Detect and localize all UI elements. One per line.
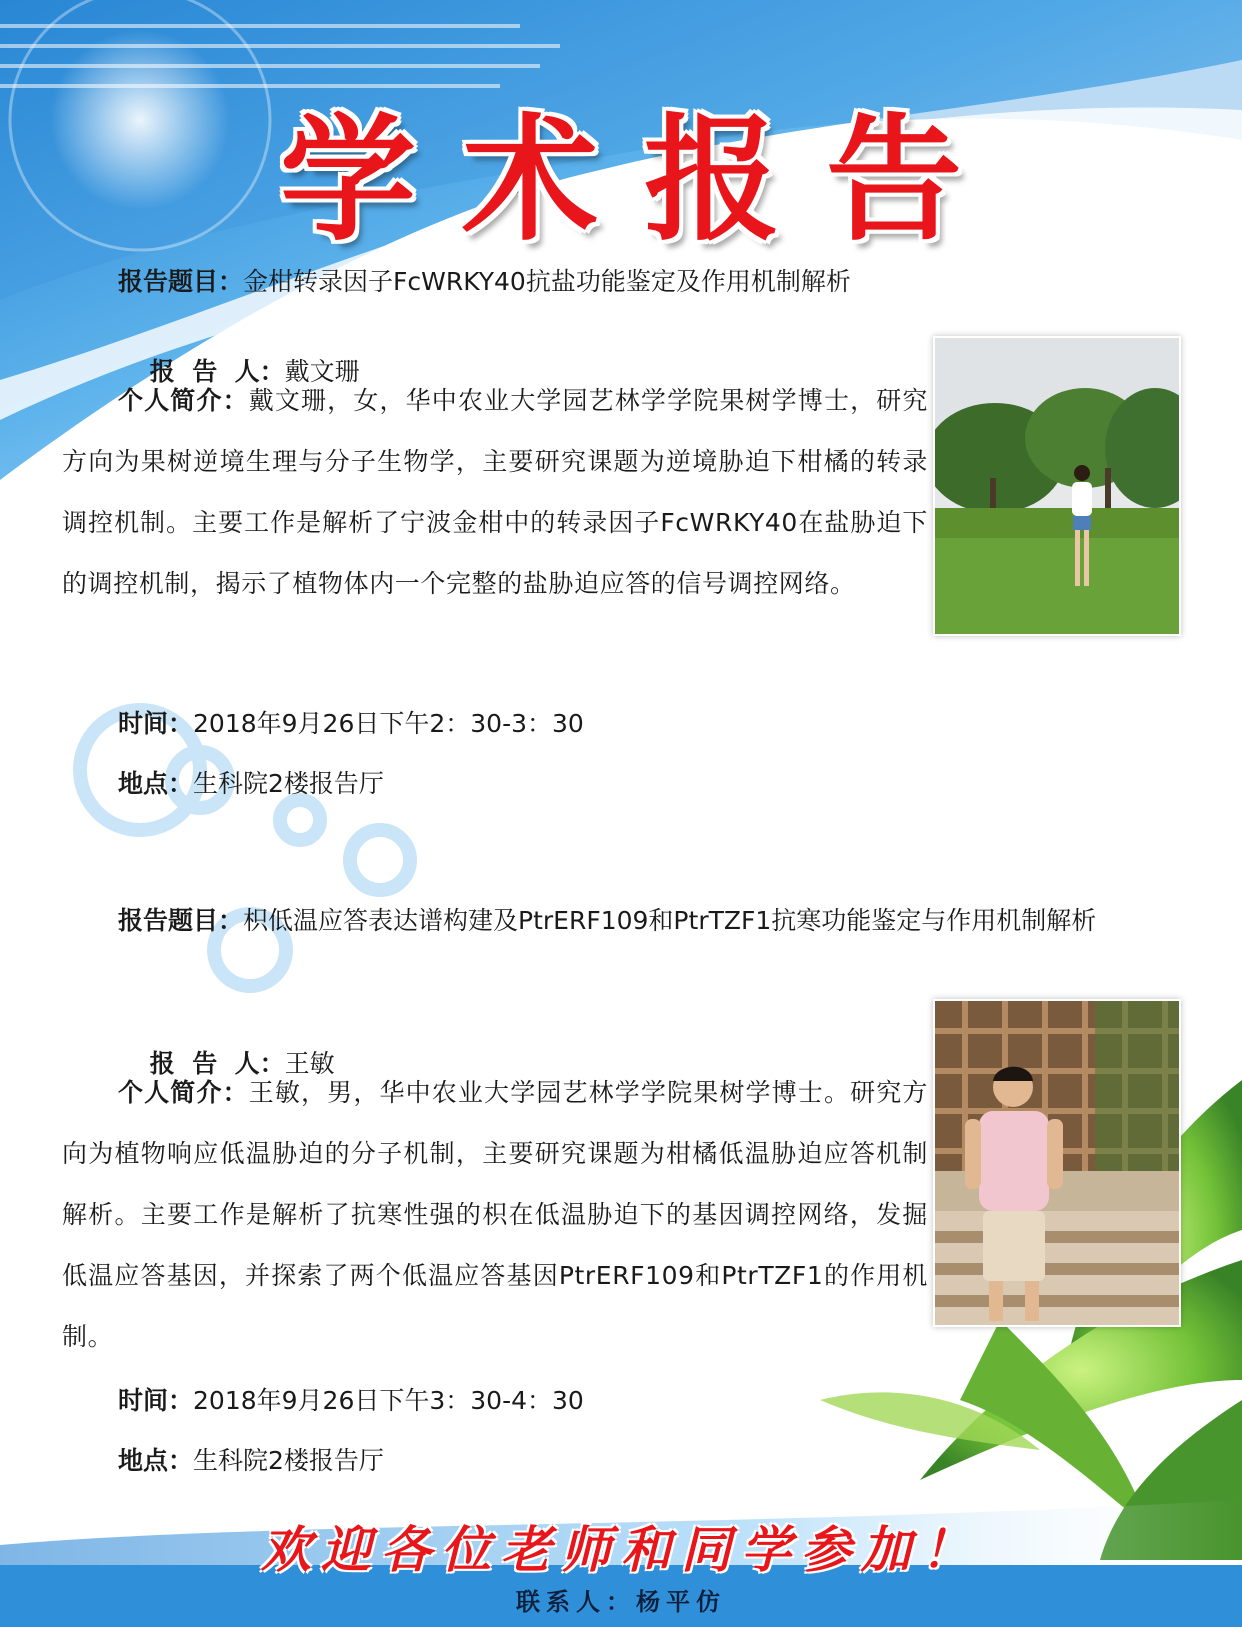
report2-place-text: 生科院2楼报告厅 [193,1446,384,1475]
report1-topic [118,267,851,297]
report1-time [118,709,584,739]
report2-place-label: 地点： [118,1446,194,1475]
report1-bio-text: 戴文珊，女，华中农业大学园艺林学学院果树学博士，研究方向为果树逆境生理与分子生物学，主要研究课题为逆境胁迫下柑橘的转录调控机制。主要工作是解析了宁波金柑中的转录因子FcWRKY40在盐胁迫下的调控机制，揭示了植物体内一个完整的盐胁迫应答的信号调控网络。 [62,386,928,598]
report2-time-label: 时间： [118,1386,194,1415]
report2-speaker-label: 报 告 人： [149,1049,285,1078]
report2-bio-text: 王敏，男，华中农业大学园艺林学学院果树学博士。研究方向为植物响应低温胁迫的分子机制，主要研究课题为柑橘低温胁迫应答机制解析。主要工作是解析了抗寒性强的枳在低温胁迫下的基因调控网络，发掘低温应答基因，并探索了两个低温应答基因PtrERF109和PtrTZF1的作用机制。 [62,1078,928,1351]
report2-time-text: 2018年9月26日下午3：30-4：30 [193,1386,584,1415]
contact-person: 联系人：杨平仿 [516,1587,726,1616]
report2-topic-text: 枳低温应答表达谱构建及PtrERF109和PtrTZF1抗寒功能鉴定与作用机制解析 [243,906,1097,935]
speaker2-photo [933,999,1181,1327]
report1-bio [62,370,928,614]
report1-time-text: 2018年9月26日下午2：30-3：30 [193,709,584,738]
speaker2-photo-image [935,1001,1179,1325]
report1-speaker-name: 戴文珊 [284,357,360,386]
report2-bio-label: 个人简介： [118,1078,249,1107]
report1-place-label: 地点： [118,769,194,798]
report2-topic [62,890,1182,951]
report2-bio [62,1062,928,1367]
report1-place-text: 生科院2楼报告厅 [193,769,384,798]
report2-speaker-name: 王敏 [284,1049,335,1078]
report1-topic-label: 报告题目： [118,267,244,296]
report1-place [118,769,384,799]
report1-time-label: 时间： [118,709,194,738]
speaker1-photo [933,336,1181,636]
report2-place [118,1446,384,1476]
welcome-banner: 欢迎各位老师和同学参加！ [261,1520,981,1579]
report1-topic-text: 金柑转录因子FcWRKY40抗盐功能鉴定及作用机制解析 [243,267,851,296]
report2-topic-label: 报告题目： [118,906,244,935]
report1-bio-label: 个人简介： [118,386,249,415]
report1-speaker-label: 报 告 人： [149,357,285,386]
poster-title: 学术报告 [280,100,1008,260]
speaker1-photo-image [935,338,1179,634]
report2-time [118,1386,584,1416]
